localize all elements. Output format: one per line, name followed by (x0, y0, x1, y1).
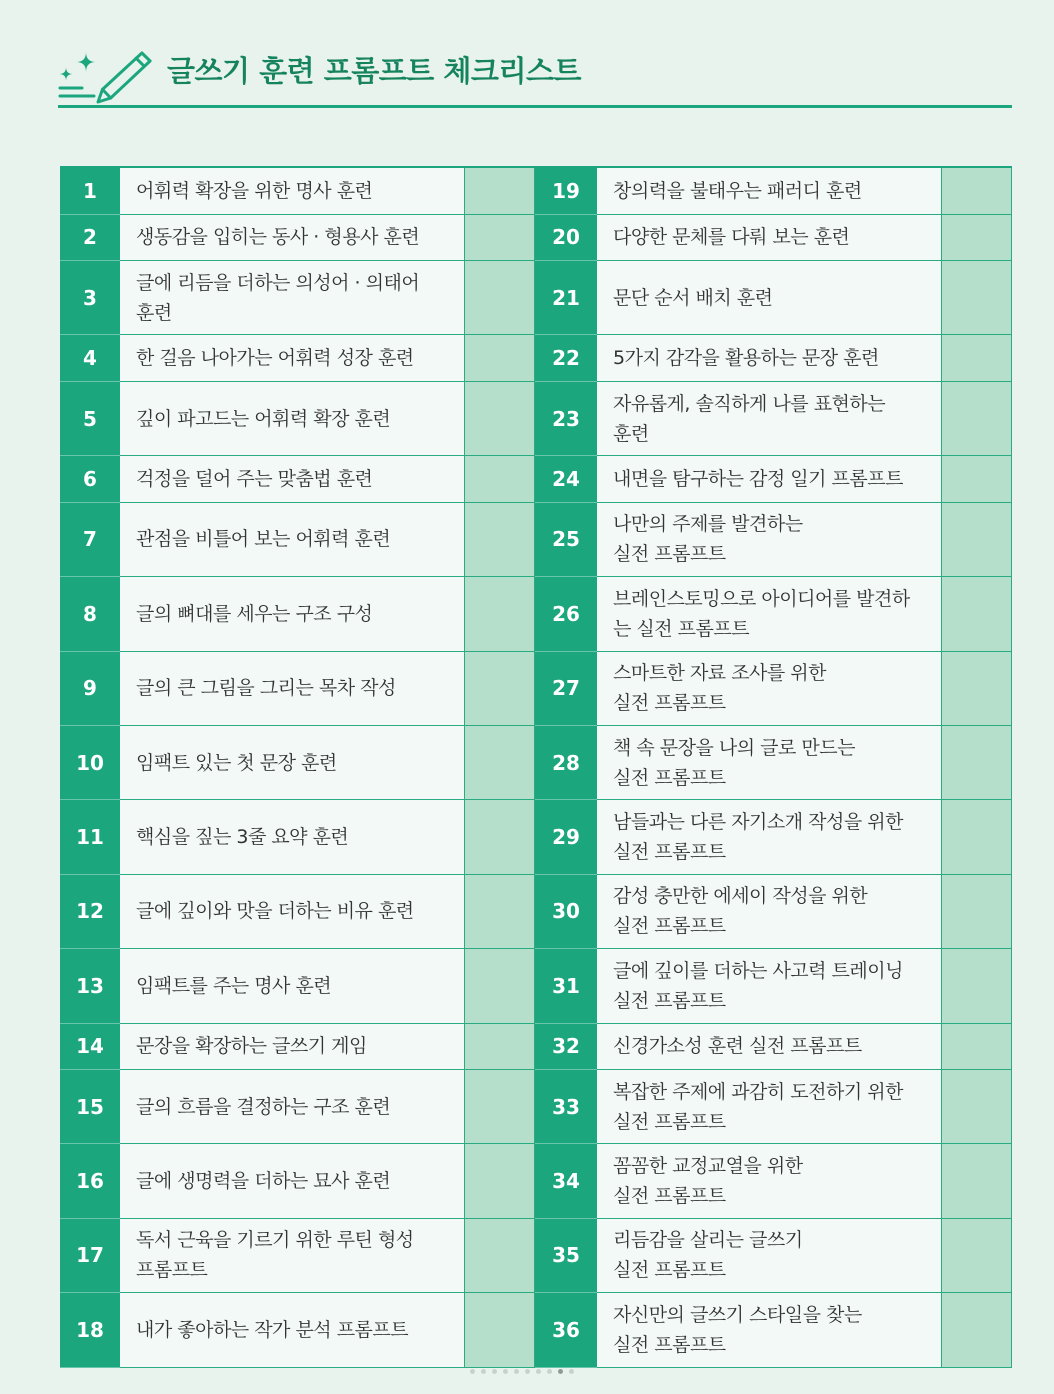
item-number: 13 (60, 949, 120, 1023)
item-label: 깊이 파고드는 어휘력 확장 훈련 (120, 382, 465, 456)
checklist-row (60, 1024, 1012, 1071)
item-checkbox[interactable] (465, 503, 535, 577)
item-number: 21 (535, 261, 597, 335)
item-number: 12 (60, 875, 120, 949)
checklist-row (60, 577, 1012, 651)
carousel-dot[interactable] (558, 1369, 563, 1374)
item-number: 6 (60, 456, 120, 503)
item-label: 자유롭게, 솔직하게 나를 표현하는 훈련 (597, 382, 942, 456)
item-checkbox[interactable] (465, 1070, 535, 1144)
item-checkbox[interactable] (465, 168, 535, 215)
item-number: 35 (535, 1219, 597, 1293)
checklist-table (60, 166, 1012, 1368)
checklist-row (60, 168, 1012, 215)
item-checkbox[interactable] (465, 652, 535, 726)
item-checkbox[interactable] (942, 726, 1012, 800)
item-label: 글에 깊이를 더하는 사고력 트레이닝 실전 프롬프트 (597, 949, 942, 1023)
checklist-row (60, 726, 1012, 800)
item-checkbox[interactable] (942, 875, 1012, 949)
item-label: 리듬감을 살리는 글쓰기 실전 프롬프트 (597, 1219, 942, 1293)
item-checkbox[interactable] (465, 577, 535, 651)
item-label: 문장을 확장하는 글쓰기 게임 (120, 1024, 465, 1071)
item-number: 17 (60, 1219, 120, 1293)
item-checkbox[interactable] (942, 168, 1012, 215)
carousel-dot[interactable] (514, 1369, 519, 1374)
item-checkbox[interactable] (942, 1219, 1012, 1293)
title-divider (58, 105, 1012, 108)
item-label: 복잡한 주제에 과감히 도전하기 위한 실전 프롬프트 (597, 1070, 942, 1144)
item-checkbox[interactable] (465, 949, 535, 1023)
item-number: 25 (535, 503, 597, 577)
carousel-dot[interactable] (481, 1369, 486, 1374)
item-label: 글에 깊이와 맛을 더하는 비유 훈련 (120, 875, 465, 949)
checklist-row (60, 652, 1012, 726)
item-checkbox[interactable] (465, 382, 535, 456)
item-number: 7 (60, 503, 120, 577)
item-label: 임팩트를 주는 명사 훈련 (120, 949, 465, 1023)
item-checkbox[interactable] (942, 215, 1012, 262)
item-number: 34 (535, 1144, 597, 1218)
sparkle-pencil-icon (56, 50, 152, 108)
item-number: 16 (60, 1144, 120, 1218)
item-checkbox[interactable] (942, 1144, 1012, 1218)
item-number: 5 (60, 382, 120, 456)
checklist-row (60, 1070, 1012, 1144)
item-checkbox[interactable] (942, 1024, 1012, 1071)
item-number: 20 (535, 215, 597, 262)
page-title: 글쓰기 훈련 프롬프트 체크리스트 (167, 54, 581, 88)
checklist-row (60, 1219, 1012, 1293)
checklist-row (60, 800, 1012, 874)
item-checkbox[interactable] (942, 800, 1012, 874)
item-label: 브레인스토밍으로 아이디어를 발견하 는 실전 프롬프트 (597, 577, 942, 651)
item-checkbox[interactable] (465, 215, 535, 262)
item-number: 36 (535, 1293, 597, 1367)
sparkle-large-icon (76, 52, 96, 72)
item-checkbox[interactable] (942, 382, 1012, 456)
item-label: 걱정을 덜어 주는 맞춤법 훈련 (120, 456, 465, 503)
item-number: 11 (60, 800, 120, 874)
item-checkbox[interactable] (465, 875, 535, 949)
item-checkbox[interactable] (465, 1293, 535, 1367)
item-label: 5가지 감각을 활용하는 문장 훈련 (597, 335, 942, 382)
item-number: 10 (60, 726, 120, 800)
item-number: 2 (60, 215, 120, 262)
checklist-row (60, 949, 1012, 1023)
item-label: 글의 뼈대를 세우는 구조 구성 (120, 577, 465, 651)
item-label: 나만의 주제를 발견하는 실전 프롬프트 (597, 503, 942, 577)
item-checkbox[interactable] (942, 503, 1012, 577)
item-label: 독서 근육을 기르기 위한 루틴 형성 프롬프트 (120, 1219, 465, 1293)
item-checkbox[interactable] (942, 456, 1012, 503)
item-number: 9 (60, 652, 120, 726)
item-checkbox[interactable] (465, 1024, 535, 1071)
item-label: 남들과는 다른 자기소개 작성을 위한 실전 프롬프트 (597, 800, 942, 874)
item-number: 22 (535, 335, 597, 382)
item-label: 글에 생명력을 더하는 묘사 훈련 (120, 1144, 465, 1218)
item-number: 8 (60, 577, 120, 651)
item-checkbox[interactable] (942, 1293, 1012, 1367)
item-number: 31 (535, 949, 597, 1023)
item-number: 26 (535, 577, 597, 651)
item-number: 19 (535, 168, 597, 215)
item-number: 24 (535, 456, 597, 503)
item-label: 임팩트 있는 첫 문장 훈련 (120, 726, 465, 800)
item-number: 3 (60, 261, 120, 335)
carousel-dot[interactable] (492, 1369, 497, 1374)
item-number: 1 (60, 168, 120, 215)
checklist-row (60, 382, 1012, 456)
item-number: 32 (535, 1024, 597, 1071)
item-label: 내가 좋아하는 작가 분석 프롬프트 (120, 1293, 465, 1367)
item-number: 23 (535, 382, 597, 456)
checklist-row (60, 215, 1012, 262)
item-label: 관점을 비틀어 보는 어휘력 훈련 (120, 503, 465, 577)
item-label: 신경가소성 훈련 실전 프롬프트 (597, 1024, 942, 1071)
item-checkbox[interactable] (465, 456, 535, 503)
carousel-dot[interactable] (569, 1369, 574, 1374)
checklist-row (60, 456, 1012, 503)
carousel-dot[interactable] (525, 1369, 530, 1374)
checklist-row (60, 875, 1012, 949)
checklist-row (60, 335, 1012, 382)
item-number: 33 (535, 1070, 597, 1144)
item-label: 창의력을 불태우는 패러디 훈련 (597, 168, 942, 215)
sparkle-small-icon (59, 67, 73, 81)
item-number: 14 (60, 1024, 120, 1071)
item-checkbox[interactable] (465, 261, 535, 335)
item-number: 29 (535, 800, 597, 874)
item-number: 28 (535, 726, 597, 800)
item-checkbox[interactable] (465, 1144, 535, 1218)
item-label: 꼼꼼한 교정교열을 위한 실전 프롬프트 (597, 1144, 942, 1218)
checklist-row (60, 1293, 1012, 1367)
item-label: 책 속 문장을 나의 글로 만드는 실전 프롬프트 (597, 726, 942, 800)
item-label: 한 걸음 나아가는 어휘력 성장 훈련 (120, 335, 465, 382)
carousel-indicator (470, 1369, 574, 1374)
item-checkbox[interactable] (465, 726, 535, 800)
item-label: 글에 리듬을 더하는 의성어 · 의태어 훈련 (120, 261, 465, 335)
item-number: 4 (60, 335, 120, 382)
item-checkbox[interactable] (942, 261, 1012, 335)
item-label: 다양한 문체를 다뤄 보는 훈련 (597, 215, 942, 262)
item-number: 27 (535, 652, 597, 726)
carousel-dot[interactable] (470, 1369, 475, 1374)
item-checkbox[interactable] (942, 949, 1012, 1023)
item-checkbox[interactable] (942, 1070, 1012, 1144)
item-label: 글의 큰 그림을 그리는 목차 작성 (120, 652, 465, 726)
checklist-row (60, 503, 1012, 577)
item-checkbox[interactable] (942, 335, 1012, 382)
item-label: 감성 충만한 에세이 작성을 위한 실전 프롬프트 (597, 875, 942, 949)
item-checkbox[interactable] (465, 335, 535, 382)
carousel-dot[interactable] (503, 1369, 508, 1374)
checklist-row (60, 1144, 1012, 1218)
carousel-dot[interactable] (547, 1369, 552, 1374)
item-label: 생동감을 입히는 동사 · 형용사 훈련 (120, 215, 465, 262)
item-number: 15 (60, 1070, 120, 1144)
carousel-dot[interactable] (536, 1369, 541, 1374)
item-checkbox[interactable] (942, 652, 1012, 726)
item-checkbox[interactable] (465, 1219, 535, 1293)
item-label: 내면을 탐구하는 감정 일기 프롬프트 (597, 456, 942, 503)
item-label: 글의 흐름을 결정하는 구조 훈련 (120, 1070, 465, 1144)
item-number: 30 (535, 875, 597, 949)
item-checkbox[interactable] (942, 577, 1012, 651)
checklist-row (60, 261, 1012, 335)
item-checkbox[interactable] (465, 800, 535, 874)
item-label: 스마트한 자료 조사를 위한 실전 프롬프트 (597, 652, 942, 726)
item-label: 자신만의 글쓰기 스타일을 찾는 실전 프롬프트 (597, 1293, 942, 1367)
item-label: 어휘력 확장을 위한 명사 훈련 (120, 168, 465, 215)
item-label: 문단 순서 배치 훈련 (597, 261, 942, 335)
item-number: 18 (60, 1293, 120, 1367)
item-label: 핵심을 짚는 3줄 요약 훈련 (120, 800, 465, 874)
